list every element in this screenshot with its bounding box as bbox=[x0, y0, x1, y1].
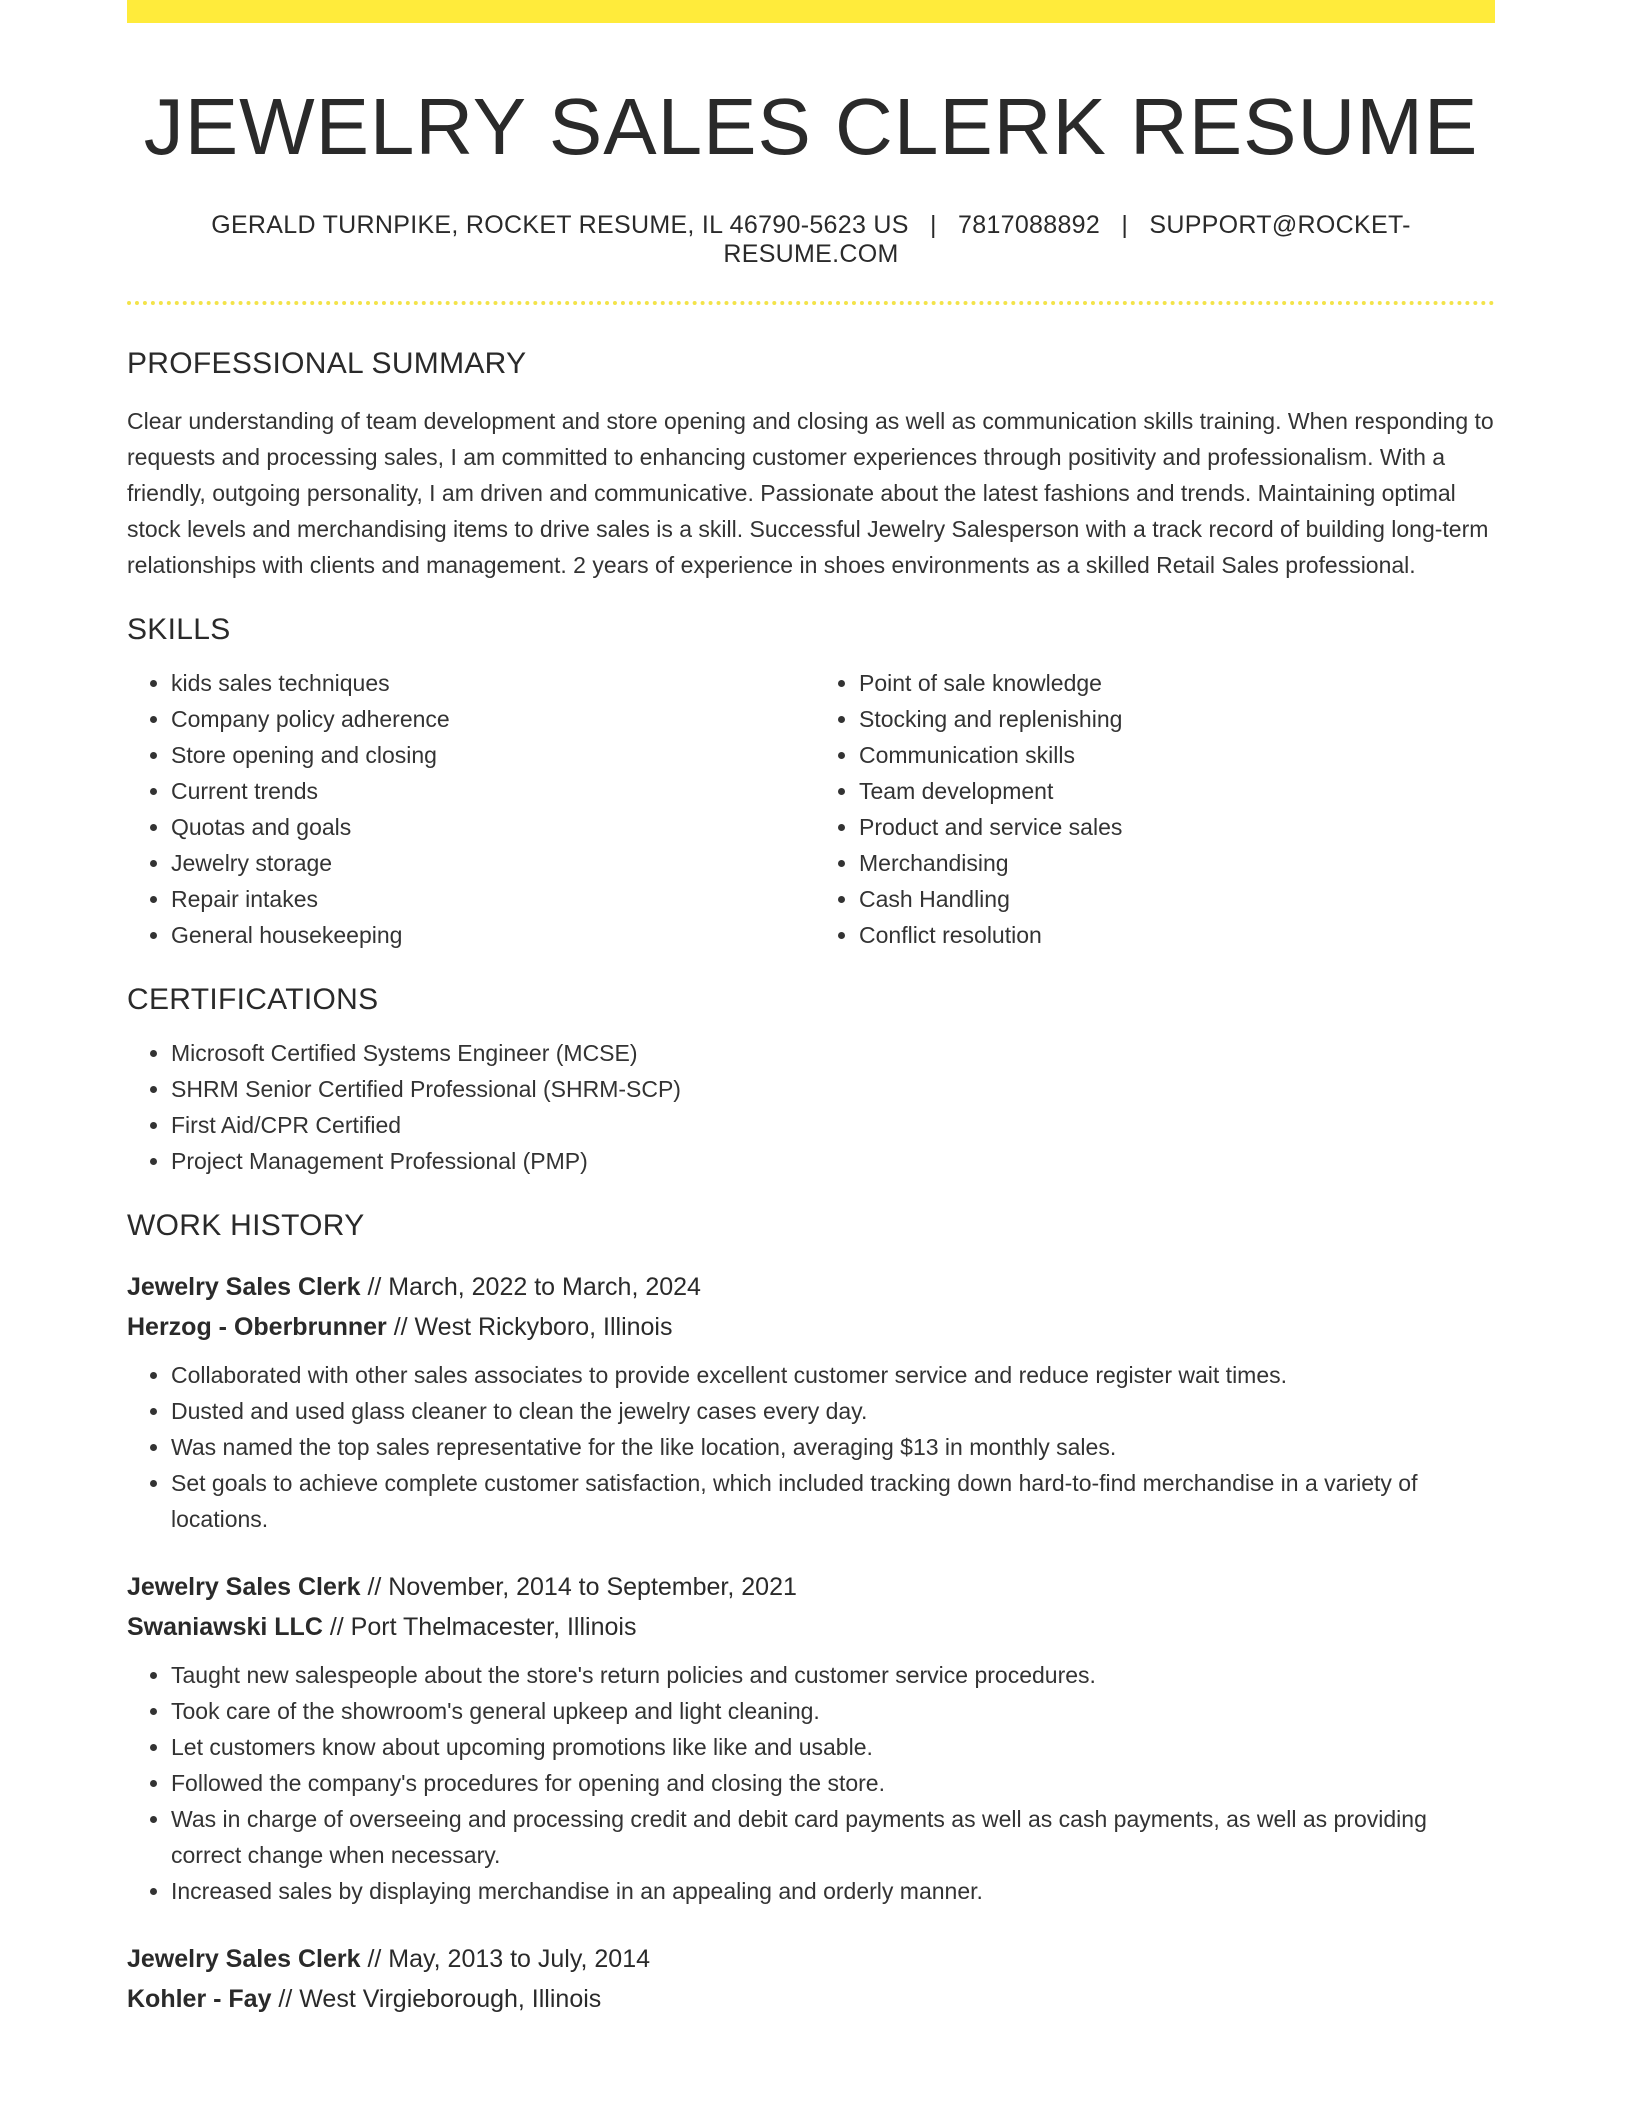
list-item: • Set goals to achieve complete customer satisfaction, which included tracking down hard-to-find merchandise in a variety of locations. bbox=[171, 1465, 1495, 1537]
skills-heading: SKILLS bbox=[127, 613, 231, 646]
job-role: Jewelry Sales Clerk bbox=[127, 1945, 361, 1973]
list-item: • Store opening and closing bbox=[171, 737, 811, 773]
list-item: • Took care of the showroom's general upkeep and light cleaning. bbox=[171, 1693, 1495, 1729]
work-section bbox=[127, 1209, 1495, 2019]
summary-section bbox=[127, 347, 1495, 583]
job-location: // West Virgieborough, Illinois bbox=[271, 1985, 602, 2013]
job-company: Kohler - Fay bbox=[127, 1985, 272, 2013]
job-bullets bbox=[127, 1357, 1495, 1537]
jobs-container bbox=[127, 1267, 1495, 2019]
list-item: • Current trends bbox=[171, 773, 811, 809]
contact-separator: | bbox=[1121, 211, 1129, 239]
list-item: • Jewelry storage bbox=[171, 845, 811, 881]
list-item: • Product and service sales bbox=[859, 809, 1495, 845]
job-role: Jewelry Sales Clerk bbox=[127, 1273, 361, 1301]
contact-phone: 7817088892 bbox=[958, 211, 1101, 239]
list-item: • Stocking and replenishing bbox=[859, 701, 1495, 737]
skills-list-left bbox=[127, 665, 811, 953]
contact-email: SUPPORT@ROCKET-RESUME.COM bbox=[723, 211, 1411, 268]
list-item: • Team development bbox=[859, 773, 1495, 809]
summary-heading: PROFESSIONAL SUMMARY bbox=[127, 347, 527, 380]
list-item: • Company policy adherence bbox=[171, 701, 811, 737]
job-bullets bbox=[127, 1657, 1495, 1909]
list-item: • Repair intakes bbox=[171, 881, 811, 917]
job-dates: // May, 2013 to July, 2014 bbox=[360, 1945, 651, 1973]
list-item: • Communication skills bbox=[859, 737, 1495, 773]
list-item: • kids sales techniques bbox=[171, 665, 811, 701]
list-item: • Collaborated with other sales associates to provide excellent customer service and reduce register wait times. bbox=[171, 1357, 1495, 1393]
job-entry bbox=[127, 1567, 1495, 1909]
job-company-line bbox=[127, 1307, 1495, 1347]
job-company-line bbox=[127, 1979, 1495, 2019]
job-entry bbox=[127, 1939, 1495, 2019]
job-title-line bbox=[127, 1939, 1495, 1979]
skills-columns bbox=[127, 647, 1495, 953]
list-item: • General housekeeping bbox=[171, 917, 811, 953]
job-location: // West Rickyboro, Illinois bbox=[386, 1313, 673, 1341]
list-item: • Project Management Professional (PMP) bbox=[171, 1143, 1495, 1179]
list-item: • Conflict resolution bbox=[859, 917, 1495, 953]
page-title: JEWELRY SALES CLERK RESUME bbox=[143, 82, 1479, 171]
job-location: // Port Thelmacester, Illinois bbox=[322, 1613, 637, 1641]
list-item: • Taught new salespeople about the store's return policies and customer service procedures. bbox=[171, 1657, 1495, 1693]
job-title-line bbox=[127, 1267, 1495, 1307]
job-title-line bbox=[127, 1567, 1495, 1607]
summary-text: Clear understanding of team development and store opening and closing as well as communication skills training. When responding to requests and processing sales, I am committed to enhancing customer experiences through positivity and professionalism. With a friendly, outgoing personality, I am driven and communicative. Passionate about the latest fashions and trends. Maintaining optimal stock levels and merchandising items to drive sales is a skill. Successful Jewelry Salesperson with a track record of building long-term relationships with clients and management. 2 years of experience in shoes environments as a skilled Retail Sales professional. bbox=[127, 408, 1494, 578]
skills-section bbox=[127, 613, 1495, 953]
job-company: Herzog - Oberbrunner bbox=[127, 1313, 387, 1341]
certifications-section bbox=[127, 983, 1495, 1179]
job-dates: // November, 2014 to September, 2021 bbox=[360, 1573, 797, 1601]
list-item: • Microsoft Certified Systems Engineer (MCSE) bbox=[171, 1035, 1495, 1071]
list-item: • Let customers know about upcoming promotions like like and usable. bbox=[171, 1729, 1495, 1765]
job-entry bbox=[127, 1267, 1495, 1537]
contact-separator: | bbox=[929, 211, 937, 239]
job-dates: // March, 2022 to March, 2024 bbox=[360, 1273, 701, 1301]
work-heading: WORK HISTORY bbox=[127, 1209, 365, 1242]
list-item: • Quotas and goals bbox=[171, 809, 811, 845]
dotted-divider bbox=[127, 301, 1495, 305]
accent-bar bbox=[127, 0, 1495, 23]
job-company-line bbox=[127, 1607, 1495, 1647]
certifications-heading: CERTIFICATIONS bbox=[127, 983, 379, 1016]
resume-page bbox=[127, 0, 1495, 2019]
job-role: Jewelry Sales Clerk bbox=[127, 1573, 361, 1601]
skills-list-right bbox=[811, 665, 1495, 953]
list-item: • SHRM Senior Certified Professional (SHRM-SCP) bbox=[171, 1071, 1495, 1107]
job-company: Swaniawski LLC bbox=[127, 1613, 323, 1641]
list-item: • Point of sale knowledge bbox=[859, 665, 1495, 701]
list-item: • Cash Handling bbox=[859, 881, 1495, 917]
contact-line bbox=[127, 211, 1495, 269]
list-item: • Dusted and used glass cleaner to clean the jewelry cases every day. bbox=[171, 1393, 1495, 1429]
list-item: • Was named the top sales representative for the like location, averaging $13 in monthly sales. bbox=[171, 1429, 1495, 1465]
certifications-list bbox=[127, 1035, 1495, 1179]
list-item: • Merchandising bbox=[859, 845, 1495, 881]
list-item: • First Aid/CPR Certified bbox=[171, 1107, 1495, 1143]
list-item: • Followed the company's procedures for opening and closing the store. bbox=[171, 1765, 1495, 1801]
list-item: • Increased sales by displaying merchandise in an appealing and orderly manner. bbox=[171, 1873, 1495, 1909]
list-item: • Was in charge of overseeing and processing credit and debit card payments as well as cash payments, as well as providing correct change when necessary. bbox=[171, 1801, 1495, 1873]
contact-address: GERALD TURNPIKE, ROCKET RESUME, IL 46790-5623 US bbox=[211, 211, 909, 239]
